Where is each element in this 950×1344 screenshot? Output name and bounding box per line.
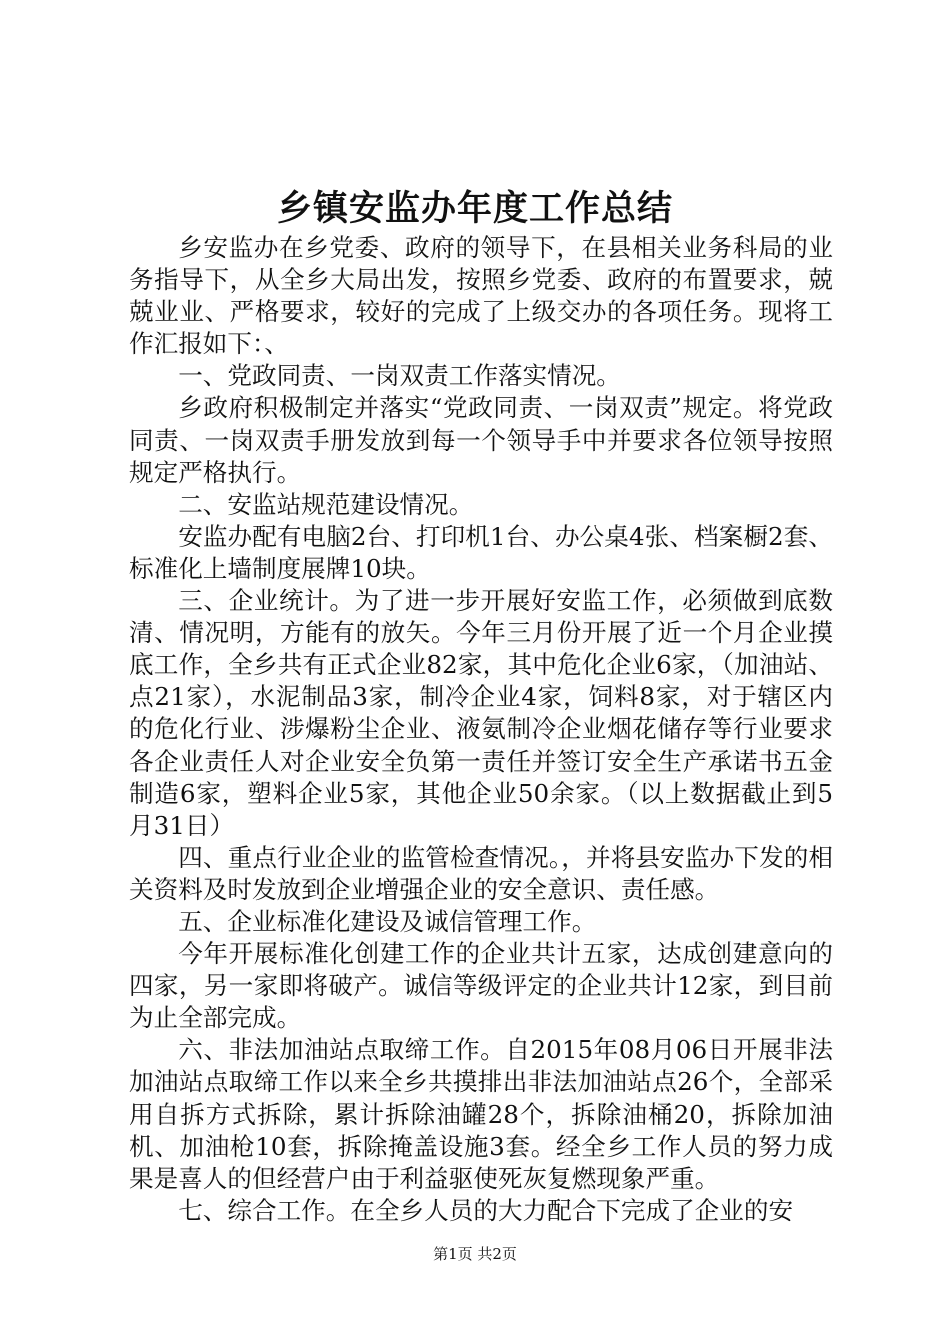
paragraph-section-7: 七、综合工作。在全乡人员的大力配合下完成了企业的安	[178, 1195, 794, 1225]
document-body	[129, 232, 833, 1227]
paragraph-section-5: 今年开展标准化创建工作的企业共计五家，达成创建意向的四家，另一家即将破产。诚信等级评定的企业共计12家，到目前为止全部完成。	[129, 939, 833, 1033]
paragraph-section-2: 安监办配有电脑2台、打印机1台、办公桌4张、档案橱2套、标准化上墙制度展牌10块。	[129, 521, 833, 583]
section-heading-2: 二、安监站规范建设情况。	[178, 489, 474, 519]
paragraph-intro: 乡安监办在乡党委、政府的领导下，在县相关业务科局的业务指导下，从全乡大局出发，按照乡党委、政府的布置要求，兢兢业业、严格要求，较好的完成了上级交办的各项任务。现将工作汇报如下：、	[129, 233, 833, 359]
section-heading-1: 一、党政同责、一岗双责工作落实情况。	[178, 361, 621, 391]
section-heading-5: 五、企业标准化建设及诚信管理工作。	[178, 906, 597, 936]
page-footer: 第1页 共2页	[433, 1245, 517, 1263]
paragraph-section-4: 四、重点行业企业的监管检查情况。，并将县安监办下发的相关资料及时发放到企业增强企业的安全意识、责任感。	[129, 842, 833, 904]
document-title: 乡镇安监办年度工作总结	[276, 189, 673, 229]
paragraph-section-1: 乡政府积极制定并落实“党政同责、一岗双责”规定。将党政同责、一岗双责手册发放到每一个领导手中并要求各位领导按照规定严格执行。	[129, 393, 833, 487]
paragraph-section-6: 六、非法加油站点取缔工作。自2015年08月06日开展非法加油站点取缔工作以来全乡共摸排出非法加油站点26个，全部采用自拆方式拆除，累计拆除油罐28个，拆除油桶20，拆除加油机、加油枪10套，拆除掩盖设施3套。经全乡工作人员的努力成果是喜人的但经营户由于利益驱使死灰复燃现象严重。	[129, 1035, 833, 1193]
paragraph-section-3: 三、企业统计。为了进一步开展好安监工作，必须做到底数清、情况明，方能有的放矢。今年三月份开展了近一个月企业摸底工作，全乡共有正式企业82家，其中危化企业6家，（加油站、点21家），水泥制品3家，制冷企业4家，饲料8家，对于辖区内的危化行业、涉爆粉尘企业、液氨制冷企业烟花储存等行业要求各企业责任人对企业安全负第一责任并签订安全生产承诺书五金制造6家，塑料企业5家，其他企业50余家。（以上数据截止到5月31日）	[129, 586, 833, 840]
